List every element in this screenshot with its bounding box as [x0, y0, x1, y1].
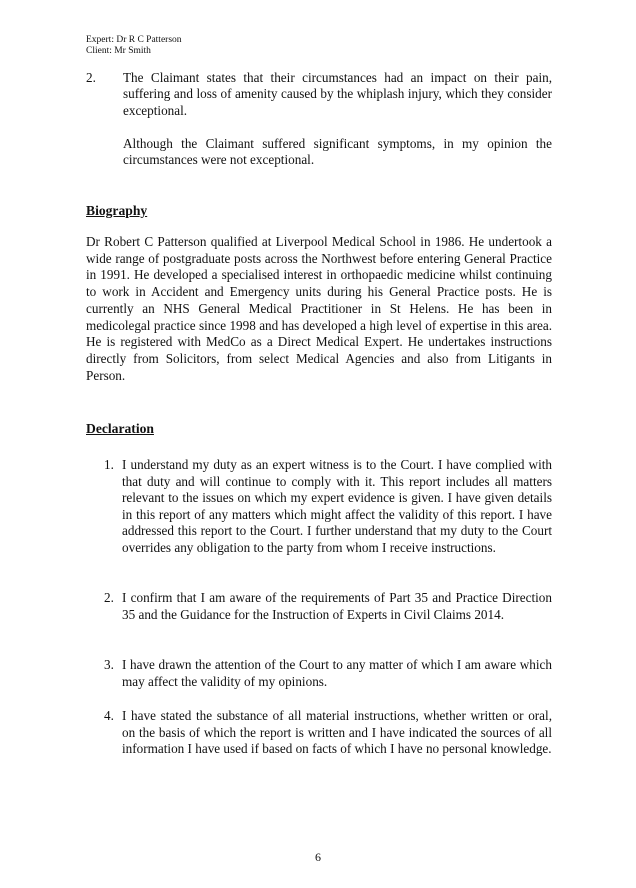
page-header [86, 35, 182, 57]
header-client: Client: Mr Smith [86, 46, 151, 56]
declaration-item-number: 2. [104, 590, 114, 605]
item-number: 2. [86, 70, 96, 85]
declaration-item-number: 3. [104, 657, 114, 672]
item-paragraph: The Claimant states that their circumstances had an impact on their pain, suffering and loss of amenity caused by the whiplash injury, which they consider exceptional. [123, 70, 552, 118]
biography-heading: Biography [86, 203, 148, 218]
biography-paragraph: Dr Robert C Patterson qualified at Liverpool Medical School in 1986. He undertook a wide range of postgraduate posts across the Northwest before entering General Practice in 1991. He developed a specialised interest in orthopaedic medicine whilst continuing to work in Accident and Emergency units during his General Practice posts. He is currently an NHS General Medical Practitioner in St Helens. He has been in medicolegal practice since 1998 and has developed a high level of expertise in this area. He is registered with MedCo as a Direct Medical Expert. He undertakes instructions directly from Solicitors, from select Medical Agencies and also from Litigants in Person. [86, 234, 552, 383]
page-number: 6 [315, 850, 321, 864]
declaration-heading: Declaration [86, 421, 154, 436]
declaration-item-number: 1. [104, 457, 114, 472]
item-paragraph: Although the Claimant suffered significant symptoms, in my opinion the circumstances were not exceptional. [123, 136, 552, 168]
declaration-item-number: 4. [104, 708, 114, 723]
declaration-item-text: I understand my duty as an expert witness is to the Court. I have complied with that duty and will continue to comply with it. This report includes all matters relevant to the issues on which my expert evidence is given. I have given details in this report of any matters which might affect the validity of this report. I have addressed this report to the Court. I further understand that my duty to the Court overrides any obligation to the party from whom I receive instructions. [122, 457, 552, 555]
declaration-item-text: I have stated the substance of all material instructions, whether written or oral, on the basis of which the report is written and I have indicated the sources of all information I have used if based on facts of which I have no personal knowledge. [122, 708, 552, 757]
declaration-item-text: I have drawn the attention of the Court to any matter of which I am aware which may affect the validity of my opinions. [122, 657, 552, 689]
declaration-item-text: I confirm that I am aware of the requirements of Part 35 and Practice Direction 35 and the Guidance for the Instruction of Experts in Civil Claims 2014. [122, 590, 552, 622]
header-expert: Expert: Dr R C Patterson [86, 35, 182, 45]
